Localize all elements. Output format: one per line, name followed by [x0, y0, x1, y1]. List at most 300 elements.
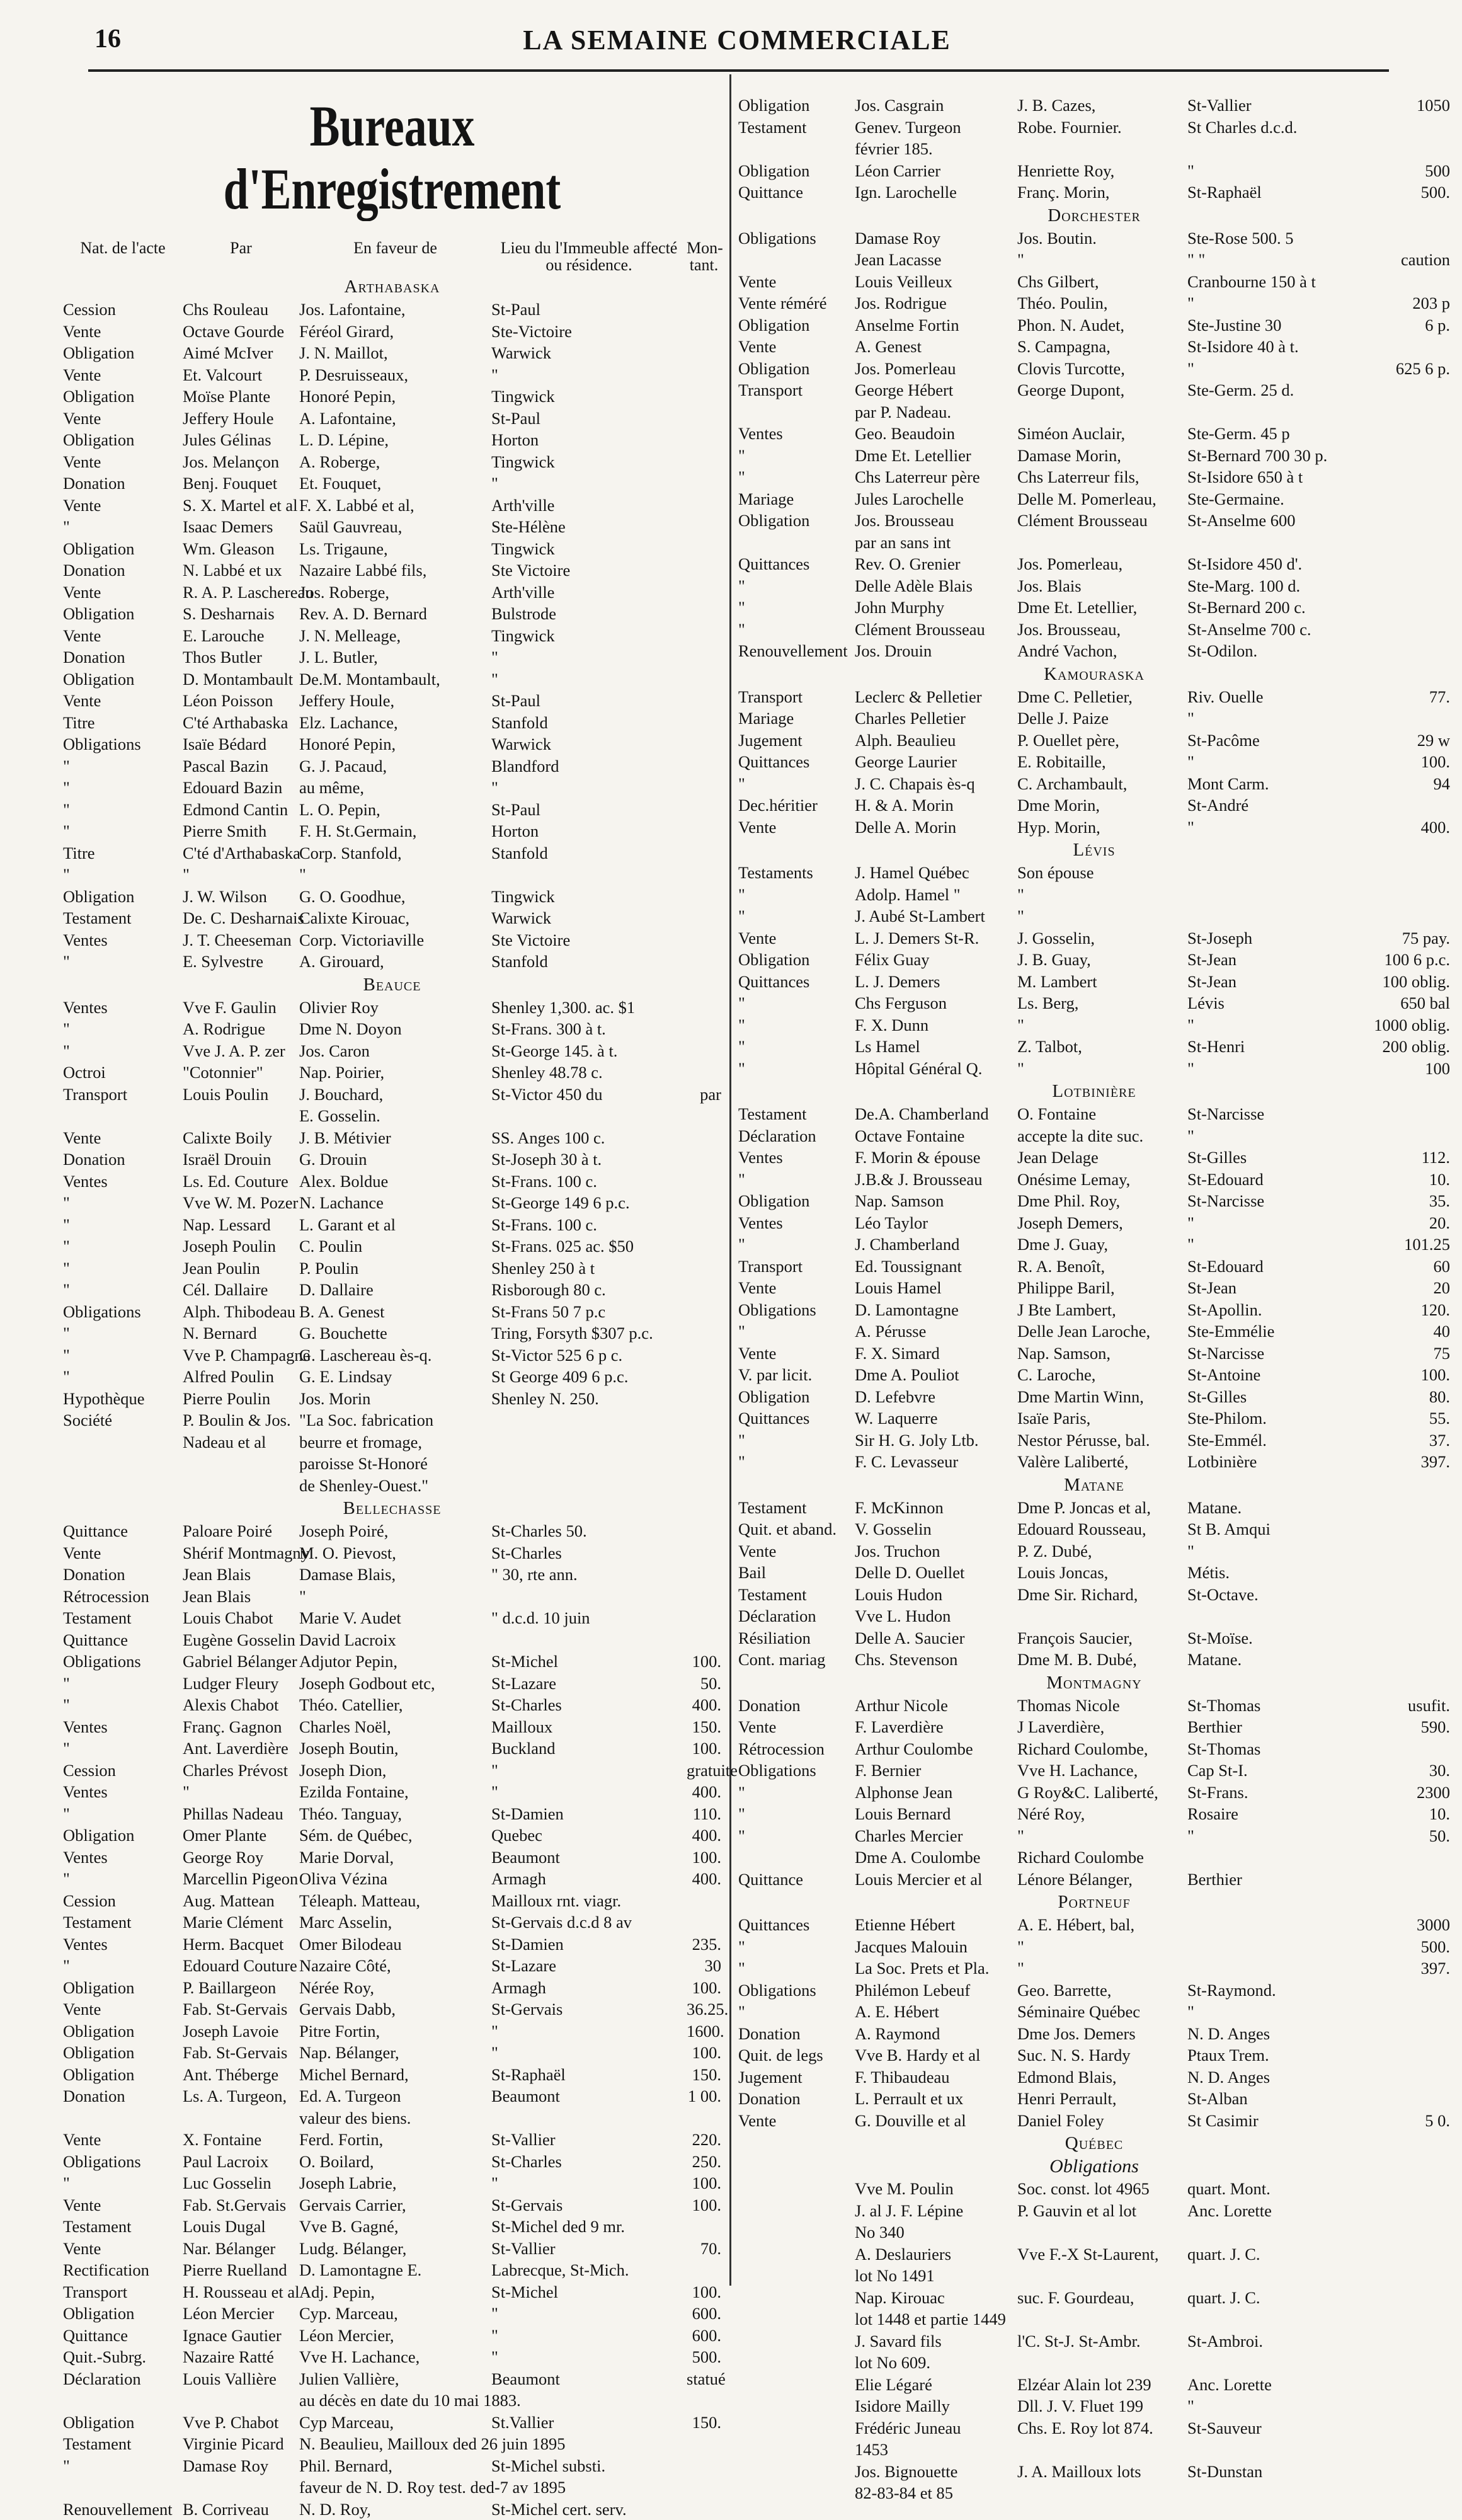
- right-column: [738, 94, 1450, 2504]
- entry-par: Ant. Théberge: [183, 2064, 299, 2086]
- registry-entry: [63, 2433, 721, 2455]
- entry-nature: Obligations: [738, 1979, 855, 2002]
- entry-par: Delle A. Morin: [855, 816, 1017, 839]
- entry-nature: Ventes: [63, 1847, 183, 1869]
- entry-montant: [1367, 2088, 1450, 2110]
- entry-faveur: Joseph Poiré,: [299, 1520, 491, 1542]
- entry-par: F. X. Simard: [855, 1343, 1017, 1365]
- entry-par: V. Gosselin: [855, 1518, 1017, 1540]
- entry-nature: Obligations: [738, 227, 855, 249]
- entry-montant: [687, 342, 721, 364]
- entry-nature: Testament: [738, 117, 855, 139]
- entry-faveur: Cyp. Marceau,: [299, 2303, 491, 2325]
- entry-faveur: Lénore Bélanger,: [1017, 1869, 1187, 1891]
- entry-montant: 20.: [1367, 1212, 1450, 1234]
- entry-lieu: St-Gervais: [491, 2194, 687, 2216]
- registry-entry: [63, 1651, 721, 1673]
- entry-montant: [687, 668, 721, 690]
- entry-lieu: St-Vallier: [491, 2238, 687, 2260]
- entry-montant: 100.: [687, 1977, 721, 1999]
- entry-par: A. Rodrigue: [183, 1018, 299, 1040]
- registry-entry: [738, 445, 1450, 467]
- entry-lieu: [491, 2433, 687, 2455]
- registry-entry: [63, 690, 721, 712]
- entry-lieu: ": [1187, 160, 1367, 182]
- entry-nature: Ventes: [63, 1171, 183, 1193]
- registry-entry: [738, 1234, 1450, 1256]
- entry-montant: [687, 2499, 721, 2520]
- entry-par: N. Labbé et ux: [183, 559, 299, 581]
- entry-nature: Ventes: [63, 997, 183, 1019]
- entry-lieu: Beaumont: [491, 2368, 687, 2390]
- entry-lieu: ": [1187, 751, 1367, 773]
- registry-entry: [738, 686, 1450, 708]
- registry-entry: [738, 1277, 1450, 1299]
- entry-nature: [738, 2178, 855, 2200]
- entry-lieu: [1187, 905, 1367, 927]
- entry-nature: Titre: [63, 842, 183, 864]
- entry-montant: 590.: [1367, 1716, 1450, 1738]
- entry-par: Calixte Boily: [183, 1127, 299, 1149]
- entry-par: Dme A. Coulombe: [855, 1847, 1017, 1869]
- registry-entry: [738, 553, 1450, 575]
- entry-par: Damase Roy: [855, 227, 1017, 249]
- entry-lieu: Berthier: [1187, 1716, 1367, 1738]
- entry-faveur: A. Roberge,: [299, 451, 491, 473]
- entry-lieu: Ste Victoire: [491, 929, 687, 951]
- entry-par: Jean Blais: [183, 1586, 299, 1608]
- entry-nature: ": [63, 1018, 183, 1040]
- entry-montant: [687, 777, 721, 799]
- entry-faveur: Dme Phil. Roy,: [1017, 1190, 1187, 1212]
- entry-par: J. Aubé St-Lambert: [855, 905, 1017, 927]
- entry-montant: 10.: [1367, 1803, 1450, 1825]
- entry-lieu: St-Michel ded 9 mr.: [491, 2216, 687, 2238]
- entry-montant: [687, 1235, 721, 1257]
- entry-montant: 100 6 p.c.: [1367, 949, 1450, 971]
- entry-faveur: S. Campagna,: [1017, 336, 1187, 358]
- entry-montant: [1367, 794, 1450, 816]
- registry-entry: [738, 336, 1450, 358]
- entry-montant: 35.: [1367, 1190, 1450, 1212]
- registry-entry: [63, 1127, 721, 1149]
- entry-nature: Cession: [63, 1890, 183, 1912]
- entry-par: F. Bernier: [855, 1760, 1017, 1782]
- entry-faveur: Téleaph. Matteau,: [299, 1890, 491, 1912]
- registry-entry: [63, 1279, 721, 1301]
- entry-nature: Vente: [63, 495, 183, 517]
- entry-nature: Obligation: [738, 94, 855, 117]
- entry-faveur: ": [299, 1586, 491, 1608]
- entry-montant: [1367, 1979, 1450, 2002]
- entry-nature: Quittances: [738, 971, 855, 993]
- entry-lieu: Tingwick: [491, 386, 687, 408]
- entry-montant: [687, 1148, 721, 1171]
- entry-faveur: Calixte Kirouac,: [299, 907, 491, 929]
- registry-entry: [63, 1781, 721, 1803]
- entry-lieu: St-Frans 50 7 p.c: [491, 1301, 687, 1323]
- entry-faveur: ": [299, 864, 491, 886]
- column-headers: [63, 239, 721, 273]
- entry-nature: ": [738, 575, 855, 597]
- entry-nature: ": [738, 773, 855, 795]
- registry-entry: [738, 1914, 1450, 1936]
- entry-lieu: [1187, 1936, 1367, 1958]
- registry-entry: [63, 712, 721, 734]
- registry-entry: [63, 1192, 721, 1214]
- registry-entry: [63, 1824, 721, 1847]
- entry-faveur: J. L. Butler,: [299, 646, 491, 668]
- entry-par: Vve P. Champagne: [183, 1344, 299, 1366]
- entry-montant: [687, 1127, 721, 1149]
- entry-lieu: Ste-Emmél.: [1187, 1429, 1367, 1452]
- entry-faveur: Féréol Girard,: [299, 321, 491, 343]
- registry-entry: [738, 1407, 1450, 1429]
- entry-montant: [1367, 1562, 1450, 1584]
- entry-faveur: Alex. Boldue: [299, 1171, 491, 1193]
- entry-faveur: C. Archambault,: [1017, 773, 1187, 795]
- entry-faveur: Jeffery Houle,: [299, 690, 491, 712]
- entry-nature: ": [63, 951, 183, 973]
- entry-lieu: ": [1187, 1014, 1367, 1036]
- entry-lieu: " 30, rte ann.: [491, 1564, 687, 1586]
- entry-nature: [738, 2461, 855, 2483]
- registry-entry: [738, 1036, 1450, 1058]
- entry-nature: ": [63, 516, 183, 538]
- entry-faveur: Joseph Demers,: [1017, 1212, 1187, 1234]
- entry-montant: [687, 997, 721, 1019]
- entry-lieu: ": [1187, 816, 1367, 839]
- entry-nature: ": [63, 777, 183, 799]
- registry-entry: [738, 816, 1450, 839]
- registry-entry: [63, 386, 721, 408]
- entry-montant: [1367, 862, 1450, 884]
- entry-lieu: Lévis: [1187, 992, 1367, 1014]
- entry-continuation: faveur de N. D. Roy test. ded-7 av 1895: [63, 2477, 721, 2499]
- entry-lieu: St-Alban: [1187, 2088, 1367, 2110]
- entry-lieu: St-Charles: [491, 1542, 687, 1564]
- registry-entry: [63, 2151, 721, 2173]
- registry-entry: [738, 510, 1450, 532]
- entry-lieu: Mailloux rnt. viagr.: [491, 1890, 687, 1912]
- entry-montant: 400.: [687, 1781, 721, 1803]
- entry-par: "Cotonnier": [183, 1062, 299, 1084]
- entry-par: F. Morin & épouse: [855, 1147, 1017, 1169]
- entry-nature: ": [738, 1234, 855, 1256]
- registry-entry: [738, 423, 1450, 445]
- registry-entry: [63, 755, 721, 777]
- entry-lieu: St-Charles 50.: [491, 1520, 687, 1542]
- entry-faveur: Honoré Pepin,: [299, 386, 491, 408]
- entry-montant: [687, 1322, 721, 1344]
- entry-lieu: St-Raphaël: [1187, 181, 1367, 203]
- entry-nature: Quit.-Subrg.: [63, 2346, 183, 2368]
- entry-nature: Octroi: [63, 1062, 183, 1084]
- entry-faveur: N. D. Roy,: [299, 2499, 491, 2520]
- entry-nature: Vente: [738, 1716, 855, 1738]
- entry-montant: [687, 299, 721, 321]
- entry-par: G. Douville et al: [855, 2110, 1017, 2132]
- entry-par: Jean Lacasse: [855, 249, 1017, 271]
- entry-faveur: Cyp Marceau,: [299, 2412, 491, 2434]
- entry-montant: 100.: [687, 1847, 721, 1869]
- entry-montant: 1 00.: [687, 2085, 721, 2107]
- entry-montant: 600.: [687, 2325, 721, 2347]
- entry-lieu: [1187, 862, 1367, 884]
- entry-montant: [687, 842, 721, 864]
- registry-entry: [738, 1343, 1450, 1365]
- registry-entry: [738, 1869, 1450, 1891]
- registry-entry: [738, 575, 1450, 597]
- entry-nature: ": [738, 1803, 855, 1825]
- entry-nature: Vente: [63, 690, 183, 712]
- entry-montant: [1367, 2395, 1450, 2417]
- entry-par: Etienne Hébert: [855, 1914, 1017, 1936]
- entry-faveur: A. E. Hébert, bal,: [1017, 1914, 1187, 1936]
- entry-faveur: Phil. Bernard,: [299, 2455, 491, 2477]
- entry-faveur: Onésime Lemay,: [1017, 1169, 1187, 1191]
- entry-par: Jos. Pomerleau: [855, 358, 1017, 380]
- entry-nature: Vente: [63, 321, 183, 343]
- entry-par: Chs. Stevenson: [855, 1649, 1017, 1671]
- entry-par: H. & A. Morin: [855, 794, 1017, 816]
- entry-continuation: valeur des biens.: [63, 2107, 721, 2129]
- entry-par: E. Sylvestre: [183, 951, 299, 973]
- entry-par: Chs Laterreur père: [855, 466, 1017, 488]
- entry-lieu: Mont Carm.: [1187, 773, 1367, 795]
- entry-nature: ": [738, 1429, 855, 1452]
- entry-par: Elie Légaré: [855, 2374, 1017, 2396]
- entry-faveur: Delle Jean Laroche,: [1017, 1320, 1187, 1343]
- entry-nature: ": [63, 1738, 183, 1760]
- entry-nature: Ventes: [63, 1716, 183, 1738]
- entry-lieu: [1187, 1914, 1367, 1936]
- entry-montant: 29 w: [1367, 730, 1450, 752]
- entry-par: Anselme Fortin: [855, 314, 1017, 336]
- entry-faveur: beurre et fromage,: [299, 1431, 491, 1453]
- entry-montant: usufit.: [1367, 1695, 1450, 1717]
- entry-lieu: St-Narcisse: [1187, 1190, 1367, 1212]
- header-faveur: En faveur de: [299, 239, 491, 273]
- entry-nature: ": [738, 1169, 855, 1191]
- entry-faveur: Delle M. Pomerleau,: [1017, 488, 1187, 510]
- entry-lieu: ": [491, 1781, 687, 1803]
- registry-entry: [738, 1695, 1450, 1717]
- registry-entry: [63, 864, 721, 886]
- entry-lieu: N. D. Anges: [1187, 2066, 1367, 2088]
- entry-lieu: St-Raymond.: [1187, 1979, 1367, 2002]
- registry-entry: [738, 1540, 1450, 1562]
- registry-entry: [738, 1256, 1450, 1278]
- entry-lieu: St-Isidore 650 à t: [1187, 466, 1367, 488]
- registry-entry: [63, 1629, 721, 1651]
- entry-nature: Vente: [63, 2194, 183, 2216]
- entry-faveur: Charles Noël,: [299, 1716, 491, 1738]
- entry-lieu: ": [491, 2346, 687, 2368]
- entry-par: Fab. St.Gervais: [183, 2194, 299, 2216]
- entry-par: Jos. Casgrain: [855, 94, 1017, 117]
- entry-montant: [687, 2259, 721, 2281]
- entry-nature: Déclaration: [738, 1125, 855, 1147]
- entry-lieu: St-Jean: [1187, 971, 1367, 993]
- entry-faveur: Joseph Boutin,: [299, 1738, 491, 1760]
- entry-par: Rev. O. Grenier: [855, 553, 1017, 575]
- entry-nature: Obligation: [63, 538, 183, 560]
- entry-lieu: Lotbinière: [1187, 1451, 1367, 1473]
- entry-montant: [687, 1018, 721, 1040]
- entry-par: Clément Brousseau: [855, 619, 1017, 641]
- entry-nature: ": [738, 884, 855, 906]
- entry-par: Félix Guay: [855, 949, 1017, 971]
- entry-lieu: St-Edouard: [1187, 1169, 1367, 1191]
- entry-montant: [687, 951, 721, 973]
- entry-nature: Obligation: [63, 2412, 183, 2434]
- entry-nature: Obligation: [63, 429, 183, 451]
- registry-entry: [63, 1738, 721, 1760]
- entry-faveur: J. N. Maillot,: [299, 342, 491, 364]
- entry-par: F. X. Dunn: [855, 1014, 1017, 1036]
- entry-lieu: ": [491, 1760, 687, 1782]
- entry-par: E. Larouche: [183, 625, 299, 647]
- entry-montant: [1367, 597, 1450, 619]
- entry-nature: ": [63, 1257, 183, 1280]
- registry-entry: [63, 559, 721, 581]
- entry-par: Edmond Cantin: [183, 799, 299, 821]
- entry-nature: Ventes: [738, 1147, 855, 1169]
- entry-par: Louis Chabot: [183, 1607, 299, 1629]
- entry-nature: Testament: [63, 1911, 183, 1933]
- entry-faveur: Vve B. Gagné,: [299, 2216, 491, 2238]
- entry-par: Marcellin Pigeon: [183, 1868, 299, 1890]
- registry-entry: [63, 1760, 721, 1782]
- entry-lieu: ": [1187, 1212, 1367, 1234]
- entry-faveur: Olivier Roy: [299, 997, 491, 1019]
- entry-lieu: ": [491, 668, 687, 690]
- entry-nature: Hypothèque: [63, 1388, 183, 1410]
- entry-montant: 40: [1367, 1320, 1450, 1343]
- registry-entry: [738, 1847, 1450, 1869]
- entry-par: Nap. Lessard: [183, 1214, 299, 1236]
- entry-montant: [687, 1214, 721, 1236]
- entry-nature: Vente: [738, 1540, 855, 1562]
- registry-entry: [738, 2200, 1450, 2222]
- entry-par: Dme A. Pouliot: [855, 1364, 1017, 1386]
- entry-faveur: Dme J. Guay,: [1017, 1234, 1187, 1256]
- entry-lieu: ": [491, 364, 687, 386]
- entry-nature: Vente: [63, 451, 183, 473]
- registry-entry: [63, 2085, 721, 2107]
- entry-faveur: L. Garant et al: [299, 1214, 491, 1236]
- registry-entry: [738, 181, 1450, 203]
- entry-montant: 50.: [687, 1673, 721, 1695]
- entry-lieu: ": [1187, 292, 1367, 314]
- entry-lieu: Cap St-I.: [1187, 1760, 1367, 1782]
- entry-montant: 80.: [1367, 1386, 1450, 1408]
- entry-faveur: Nap. Poirier,: [299, 1062, 491, 1084]
- entry-par: ": [183, 864, 299, 886]
- entry-montant: 500.: [687, 2346, 721, 2368]
- entry-montant: [1367, 2461, 1450, 2483]
- entry-nature: Vente réméré: [738, 292, 855, 314]
- entry-montant: [1367, 2178, 1450, 2200]
- registry-entry: [738, 379, 1450, 401]
- entry-par: Fab. St-Gervais: [183, 1998, 299, 2020]
- entry-montant: [687, 2216, 721, 2238]
- sub-heading: Obligations: [738, 2155, 1450, 2178]
- entry-montant: 1600.: [687, 2020, 721, 2042]
- entry-par: J. al J. F. Lépine: [855, 2200, 1017, 2222]
- entry-faveur: ": [1017, 1825, 1187, 1847]
- entry-lieu: ": [1187, 707, 1367, 730]
- entry-faveur: André Vachon,: [1017, 640, 1187, 662]
- entry-nature: Obligations: [63, 733, 183, 755]
- entry-nature: Transport: [738, 379, 855, 401]
- entry-nature: Donation: [63, 646, 183, 668]
- entry-par: Leclerc & Pelletier: [855, 686, 1017, 708]
- entry-lieu: ": [491, 2303, 687, 2325]
- entry-lieu: ": [491, 2172, 687, 2194]
- entry-lieu: St-Narcisse: [1187, 1343, 1367, 1365]
- entry-nature: Jugement: [738, 2066, 855, 2088]
- right-entries: [738, 94, 1450, 2504]
- entry-lieu: quart. Mont.: [1187, 2178, 1367, 2200]
- entry-faveur: Ls. Berg,: [1017, 992, 1187, 1014]
- registry-entry: [63, 1301, 721, 1323]
- registry-entry: [63, 2238, 721, 2260]
- entry-faveur: J. B. Métivier: [299, 1127, 491, 1149]
- entry-montant: 60: [1367, 1256, 1450, 1278]
- entry-faveur: Geo. Barrette,: [1017, 1979, 1187, 2002]
- registry-entry: [63, 1955, 721, 1977]
- entry-montant: 150.: [687, 1716, 721, 1738]
- entry-par: Louis Vallière: [183, 2368, 299, 2390]
- registry-entry: [63, 2368, 721, 2390]
- entry-lieu: Stanfold: [491, 712, 687, 734]
- entry-nature: Obligations: [63, 2151, 183, 2173]
- entry-nature: Vente: [63, 581, 183, 604]
- registry-entry: [63, 472, 721, 495]
- registry-entry: [738, 1497, 1450, 1519]
- entry-montant: [687, 1257, 721, 1280]
- entry-montant: 100 oblig.: [1367, 971, 1450, 993]
- entry-par: Alph. Beaulieu: [855, 730, 1017, 752]
- entry-par: C'té Arthabaska: [183, 712, 299, 734]
- entry-montant: [687, 886, 721, 908]
- entry-nature: ": [63, 820, 183, 842]
- entry-lieu: ": [491, 777, 687, 799]
- entry-faveur: Jos. Roberge,: [299, 581, 491, 604]
- registry-entry: [738, 2287, 1450, 2309]
- registry-entry: [738, 1957, 1450, 1979]
- entry-montant: [687, 929, 721, 951]
- entry-par: George Laurier: [855, 751, 1017, 773]
- entry-par: Isaac Demers: [183, 516, 299, 538]
- entry-lieu: Anc. Lorette: [1187, 2200, 1367, 2222]
- entry-nature: Obligation: [63, 342, 183, 364]
- entry-nature: Vente: [738, 271, 855, 293]
- entry-nature: ": [63, 1344, 183, 1366]
- entry-lieu: St-Raphaël: [491, 2064, 687, 2086]
- entry-montant: [687, 690, 721, 712]
- entry-par: Nar. Bélanger: [183, 2238, 299, 2260]
- entry-nature: ": [63, 1673, 183, 1695]
- entry-lieu: St-Joseph 30 à t.: [491, 1148, 687, 1171]
- entry-par: Jos. Brousseau: [855, 510, 1017, 532]
- registry-entry: [738, 1803, 1450, 1825]
- entry-lieu: Warwick: [491, 733, 687, 755]
- entry-nature: Déclaration: [738, 1605, 855, 1627]
- entry-nature: Obligation: [63, 1824, 183, 1847]
